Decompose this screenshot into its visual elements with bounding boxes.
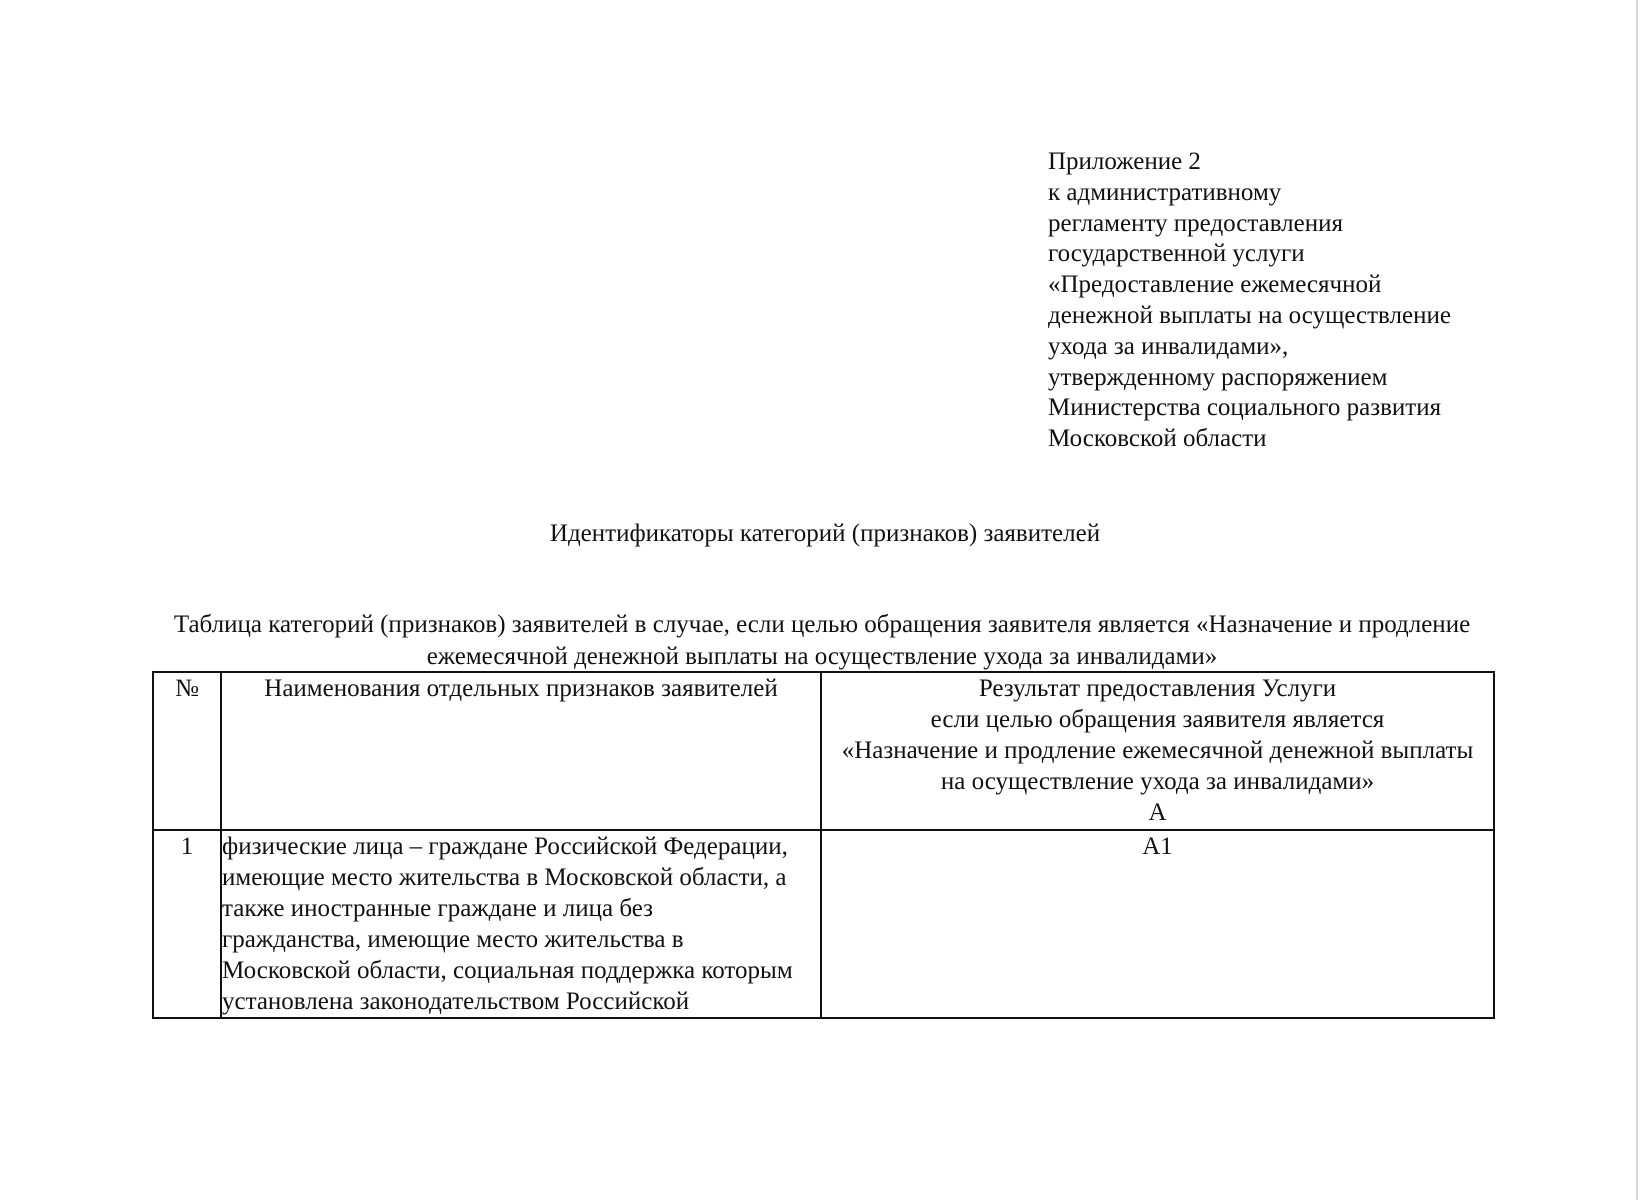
appendix-line: Приложение 2 (1048, 148, 1201, 175)
appendix-line: государственной услуги (1048, 240, 1305, 268)
appendix-line: утвержденному распоряжением (1048, 363, 1388, 391)
table-caption-line: Таблица категорий (признаков) заявителей в случае, если целью обращения заявителя является «Назначение и продление (173, 611, 1471, 638)
appendix-line: к административному (1048, 178, 1282, 206)
row-name-line: гражданства, имеющие место жительства в (222, 926, 684, 953)
document-title: Идентификаторы категорий (признаков) заявителей (549, 520, 1101, 547)
scan-edge (1636, 0, 1638, 1200)
table-header-row (153, 672, 1494, 830)
table-row (153, 830, 1494, 1018)
appendix-line: ухода за инвалидами», (1048, 332, 1289, 360)
row-name-line: имеющие место жительства в Московской области, а (222, 864, 787, 891)
appendix-line: денежной выплаты на осуществление (1048, 301, 1451, 329)
header-result-line: на осуществление ухода за инвалидами» (940, 768, 1375, 795)
header-name: Наименования отдельных признаков заявителей (221, 672, 821, 830)
row-name-line: установлена законодательством Российской (222, 988, 690, 1015)
table-caption (150, 609, 1494, 673)
appendix-line: Московской области (1048, 425, 1267, 453)
appendix-line: Министерства социального развития (1048, 394, 1442, 422)
table-caption-line: ежемесячной денежной выплаты на осуществление ухода за инвалидами» (426, 643, 1218, 670)
appendix-note (1048, 147, 1568, 455)
header-result-line: Результат предоставления Услуги (978, 675, 1337, 702)
header-result-line: «Назначение и продление ежемесячной денежной выплаты (841, 737, 1474, 764)
header-result-code: А (1148, 799, 1167, 826)
appendix-line: «Предоставление ежемесячной (1048, 271, 1382, 299)
applicant-categories-table (152, 671, 1495, 1019)
row-name-line: также иностранные граждане и лица без (222, 895, 654, 922)
header-result-line: если целью обращения заявителя является (930, 706, 1385, 733)
header-number: № (153, 672, 221, 830)
row-name-line: физические лица – граждане Российской Федерации, (222, 833, 788, 860)
header-result (821, 672, 1494, 830)
row-name (221, 830, 821, 1018)
row-number: 1 (153, 830, 221, 1018)
row-result: А1 (821, 830, 1494, 1018)
appendix-line: регламенту предоставления (1048, 209, 1344, 237)
row-name-line: Московской области, социальная поддержка которым (222, 957, 793, 984)
